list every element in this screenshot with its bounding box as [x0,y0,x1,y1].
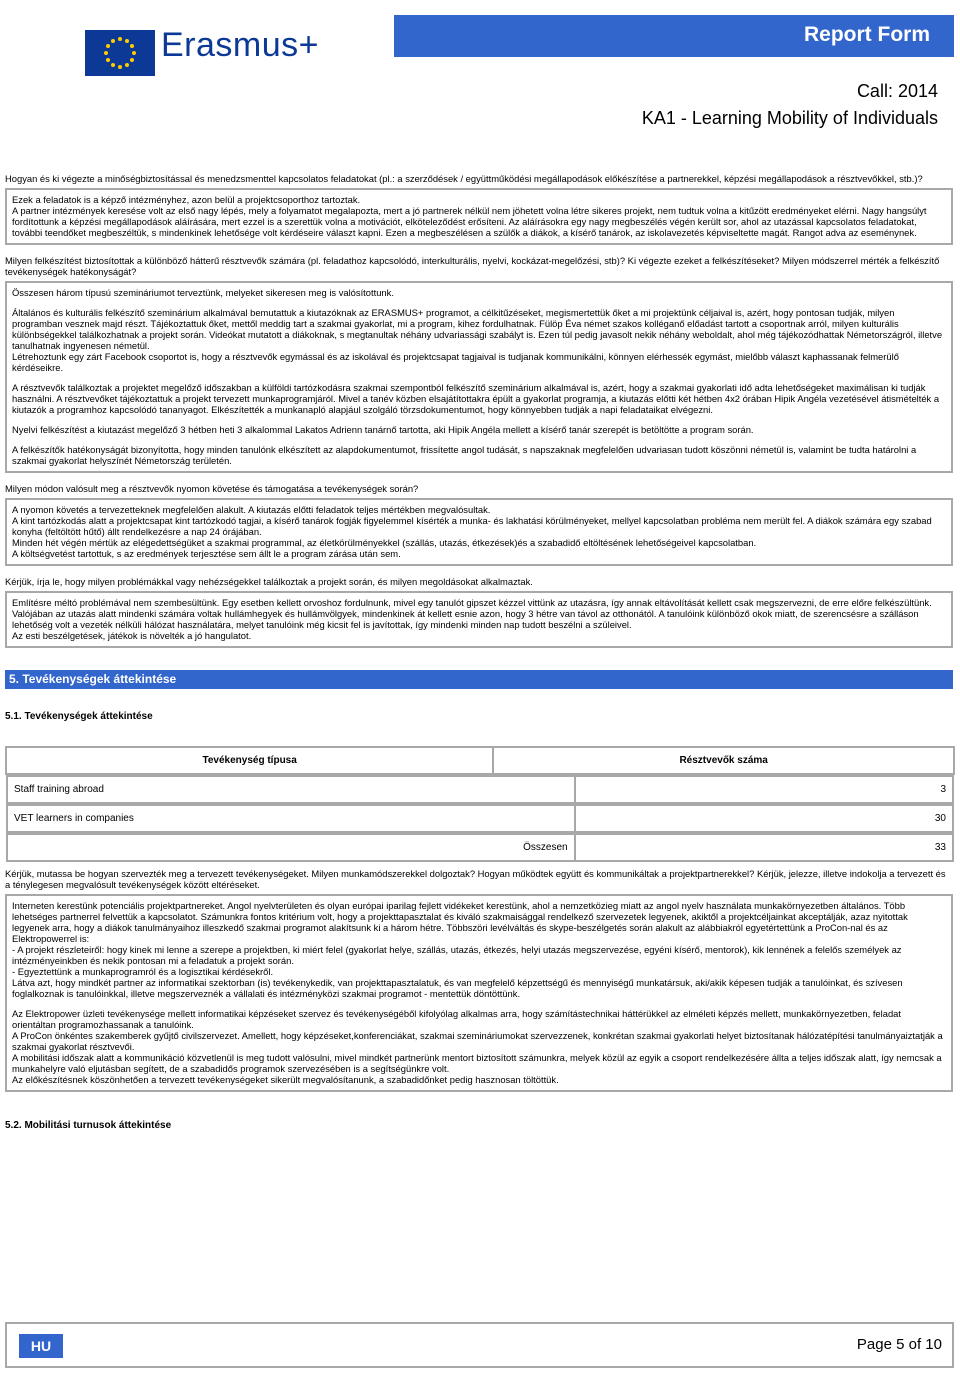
answer-paragraph: Említésre méltó problémával nem szembesültünk. Egy esetben kellett orvoshoz fordulnunk, mivel egy tanulót gipszet kézzel vittünk az utazásra, így annak eltávolítását kellett csak megszervezni, de erre előre felkészültünk. Valójában az utazás alatt mindenki számára voltak hullámhegyek és hullámvölgyek, mindenkinek át kellett esnie azon, hogy 3 hétre van távol az otthonától. A tanulóink különböző okok miatt, de szerencsésre a szálláson lehetőség volt a vezeték nélküli hálózat használatára, melyet tanulóink még kicsit fel is javítottak, így mindenki minden nap tudott beszélni a szüleivel. [12,597,932,630]
question-monitoring: Milyen módon valósult meg a résztvevők nyomon követése és támogatása a tevékenységek során? [5,483,419,494]
answer-box-problems [5,591,953,648]
call-year: Call: 2014 [856,81,938,101]
footer-box [5,1322,954,1368]
report-title-bar [394,15,954,57]
answer-paragraph: Általános és kulturális felkészítő szeminárium alkalmával bemutattuk a kiutazóknak az ERASMUS+ programot, a célkitűzéseket, megismertettük őket a mi projektünk céljaival is, azért, hogy pontosan tudják, milyen programban vesznek majd részt. Tájékoztattuk őket, mettől meddig tart a szakmai gyakorlat, mi a program, kihez fordulhatnak. Fülöp Éva német szakos kolléganő előadást tartott a csoportnak arról, milyen kulturális különbségekkel találkozhatnak a projekt során. Videókat mutatott a diákoknak, s megtanultak néhány udvariassági szabályt is. Ezen túl pedig javasolt nekik néhány weboldalt, ahol még tájékozódhattak Németországról, illetve tanulhatnak ingyenesen németül. [12,307,943,351]
activity-type-cell: Staff training abroad [7,776,575,803]
answer-paragraph: - A projekt részleteiről: hogy kinek mi lenne a szerepe a projektben, ki miért felel (gyakorlat helye, szállás, utazás, étkezés, helyi utazás megszervezése, egyéni kísérő, mentorok), kik lennének a felelős személyek az intézményeinkben és nekik pontosan mi a feladatuk a projekt során. [12,944,902,966]
total-value: 33 [575,834,953,861]
column-header-participant-count: Résztvevők száma [493,747,954,774]
answer-box-quality-management [5,188,953,245]
question-preparation: Milyen felkészítést biztosítottak a különböző hátterű résztvevők számára (pl. feladathoz kapcsolódó, interkulturális, nyelvi, kockázat-megelőzési, stb)? Ki végezte ezeket a felkészítéseket? Milyen módszerrel mérték a felkészítő tevékenységek hatékonyságát? [5,255,940,277]
page-number: Page 5 of 10 [856,1336,942,1353]
table-header-row [6,747,954,774]
answer-paragraph: Összesen három típusú szemináriumot terveztünk, melyeket sikeresen meg is valósítottunk. [12,287,394,298]
participant-count-cell: 3 [575,776,953,803]
header-banner [0,0,960,150]
logo-text: Erasmus+ [161,26,319,64]
language-badge: HU [19,1334,63,1358]
question-problems: Kérjük, írja le, hogy milyen problémákkal vagy nehézségekkel találkoztak a projekt során, és milyen megoldásokat alkalmaztak. [5,576,533,587]
section-5-header: 5. Tevékenységek áttekintése [5,670,953,689]
section-5-1-title: 5.1. Tevékenységek áttekintése [5,711,153,722]
answer-paragraph: Nyelvi felkészítést a kiutazást megelőző 3 hétben heti 3 alkalommal Lakatos Adrienn tanárnő tartotta, aki Hipik Angéla mellett a kísérő tanár szerepét is betöltötte a program során. [12,424,754,435]
answer-paragraph: Látva azt, hogy mindkét partner az informatikai szektorban (is) tevékenykedik, van projekttapasztalatuk, és van megfelelő képzettségű és mennyiségű munkatársuk, aki/akik képesen tudják a tanulóinkat, és szívesen foglalkoznak is tanulóinkkal, illetve megszerveznék a vállalati és intézményközi szakmai programot - mentettük döntöttünk. [12,977,903,999]
answer-line: A nyomon követés a tervezetteknek megfelelően alakult. A kiutazás előtti feladatok teljes mértékben megvalósultak. [12,504,491,515]
answer-box-organisation [5,894,953,1092]
answer-paragraph: - Egyeztettünk a munkaprogramról és a logisztikai kérdésekről. [12,966,274,977]
section-5-2-title: 5.2. Mobilitási turnusok áttekintése [5,1120,172,1131]
answer-paragraph: A mobilitási időszak alatt a kommunikáció közvetlenül is meg tudott valósulni, mivel mindkét partnerünk mentort biztosított számunkra, melyek közül az egyik a csoport rendelkezésére állta a teljes időszak alatt, így nemcsak a munkahelyre való eljutásban segített, de a szabadidős programok szervezésében is a segítségünkre volt. [12,1052,942,1074]
key-action-title: KA1 - Learning Mobility of Individuals [641,108,938,128]
answer-line: A partner intézmények keresése volt az első nagy lépés, mely a folyamatot megalapozta, mert a jó partnerek nélkül nem jöhetett volna létre sikeres projekt, nem tudtuk volna a kitűzött eredményeket elérni. Nagy hangsúlyt fordítottunk a képzési megállapodások aláírására, mert ezzel is a szerettük volna a motivációt, elköteleződést erősíteni. Az aláírásokra egy nagy megbeszélés végén került sor, ahol az utazással kapcsolatos feladatokat, további teendőket megbeszéltük, s mindenkinek lehetősége volt kérdéseire választ kapni. Ezen a megbeszélésen a szülők a diákok, a kísérő tanárok, az iskolavezetés képviseltette magát. Rangot adva az eseménynek. [12,205,927,238]
question-organisation: Kérjük, mutassa be hogyan szervezték meg a tervezett tevékenységeket. Milyen munkamódszerekkel dolgoztak? Hogyan működtek együtt és kommunikáltak a projektpartnerekkel? Kérjük, jelezze, illetve indokolja a tervezett és a ténylegesen megvalósult tevékenységek között eltéréseket. [5,868,946,890]
answer-paragraph: Az Elektropower üzleti tevékenysége mellett informatikai képzéseket szervez és tevékenységéből kifolyólag alkalmas arra, hogy számítástechnikai háttérükkel az elméleti képzés mellett, munkakörnyezetben, feladat orientáltan programozhassanak a tanulóink. [12,1008,901,1030]
answer-paragraph: Az esti beszélgetések, játékok is növelték a jó hangulatot. [12,630,252,641]
answer-paragraph: Interneten kerestünk potenciális projektpartnereket. Angol nyelvterületen és olyan európai iparilag fejlett vidékeket kerestünk, ahol a nemzetközieg miatt az angol nyelv használata munkakörnyezetben általános. Több lehetséges partnerrel felvettük a kapcsolatot. Számunkra fontos kritérium volt, hogy a projekttapasztalat és kiváló szakmaisággal rendelkező szervezetek legyenek, akiktől a projektcéljainkat akceptálják, azaz nyitottak legyenek arra, hogy a diákok tanulmányaihoz illeszkedő szakmai programot alakítsunk ki a három hétre. Többszöri levélváltás és skype-beszélgetés során alakult az alábbiakról egyetértettünk a ProCon-nal és az Elektropowerrel is: [12,900,908,944]
eu-flag-icon [85,30,155,76]
activity-type-cell: VET learners in companies [7,805,575,832]
answer-paragraph: A résztvevők találkoztak a projektet megelőző időszakban a külföldi tartózkodásra szakmai szempontból felkészítő szeminárium alkalmával is, azért, hogy a szakmai gyakorlati idő adta lehetőségeket maximálisan ki tudják használni. A résztvevőket tájékoztattuk a projekt tervezett munkaprogramjáról. Mivel a tanév közben elsajátítottakra épült a gyakorlat programja, a kiutazás előtti két hétben 4x2 órában Hipik Angéla vezetésével átismételték a kiutazók a programhoz kapcsolódó tananyagot. Elkészítették a munkanapló alapjául szolgáló törzsdokumentumot, hogy könnyebben tudják a napi feladataikat elvégezni. [12,382,940,415]
column-header-activity-type: Tevékenység típusa [6,747,493,774]
report-content [5,173,953,1155]
answer-line: Ezek a feladatok is a képző intézményhez, azon belül a projektcsoporthoz tartoztak. [12,194,361,205]
answer-line: Minden hét végén mértük az elégedettségüket a szakmai programmal, az életkörülményekkel (szállás, utazás, étkezések)és a szabadidő eltöltésének lehetőségeivel kapcsolatban. [12,537,757,548]
total-label: Összesen [7,834,575,861]
erasmus-logo [85,26,319,86]
question-quality-management: Hogyan és ki végezte a minőségbiztosítással és menedzsmenttel kapcsolatos feladatokat (pl.: a szerződések / együttműködési megállapodások előkészítése a partnerekkel, képzési megállapodások a résztvevőkkel, stb.)? [5,173,923,184]
answer-paragraph: A felkészítők hatékonyságát bizonyította, hogy minden tanulónk elkészített az alapdokumentumot, frissítette angol tudását, s napszaknak megfelelően udvariasan tudott köszönni németül is, valamint be tudta határolni a szakmai gyakorlat helyszínét Németország területén. [12,444,917,466]
answer-paragraph: Létrehoztunk egy zárt Facebook csoportot is, hogy a résztvevők egymással és az iskolával és projektcsapat tagjaival is tudjanak kommunikálni, könnyen elérhessék egymást, mielőbb választ kaphassanak felmerülő kérdéseikre. [12,351,899,373]
answer-paragraph: A ProCon önkéntes szakemberek gyűjtő civilszervezet. Amellett, hogy képzéseket,konferenciákat, szakmai szemináriumokat szervezzenek, konkrétan szakmai gyakorlati helyet biztosítanak hálózatépítési tanulmányaiztatják a szakmai gyakorlat résztvevői. [12,1030,943,1052]
table-row [6,774,954,804]
activities-table [5,746,955,862]
participant-count-cell: 30 [575,805,953,832]
table-row [6,804,954,833]
answer-paragraph: Az előkészítésnek köszönhetően a tervezett tevékenységeket sikerült megvalósítanunk, a szabadidőnket pedig hasznosan töltöttük. [12,1074,559,1085]
answer-box-monitoring [5,498,953,566]
table-total-row [6,833,954,862]
answer-line: A költségvetést tartottuk, s az eredmények terjesztése sem állt le a program zárása után sem. [12,548,401,559]
report-title: Report Form [804,23,930,46]
answer-box-preparation [5,281,953,473]
page-footer [0,1322,960,1377]
answer-line: A kint tartózkodás alatt a projektcsapat kint tartózkodó tagjai, a kísérő tanárok fogják figyelemmel kísérték a munka- és lakhatási körülményeket, mellyel kapcsolatban probléma nem merült fel. A diákok számára egy szabad konyha (feltöltött hűtő) állt rendelkezésre a nap 24 órájában. [12,515,932,537]
